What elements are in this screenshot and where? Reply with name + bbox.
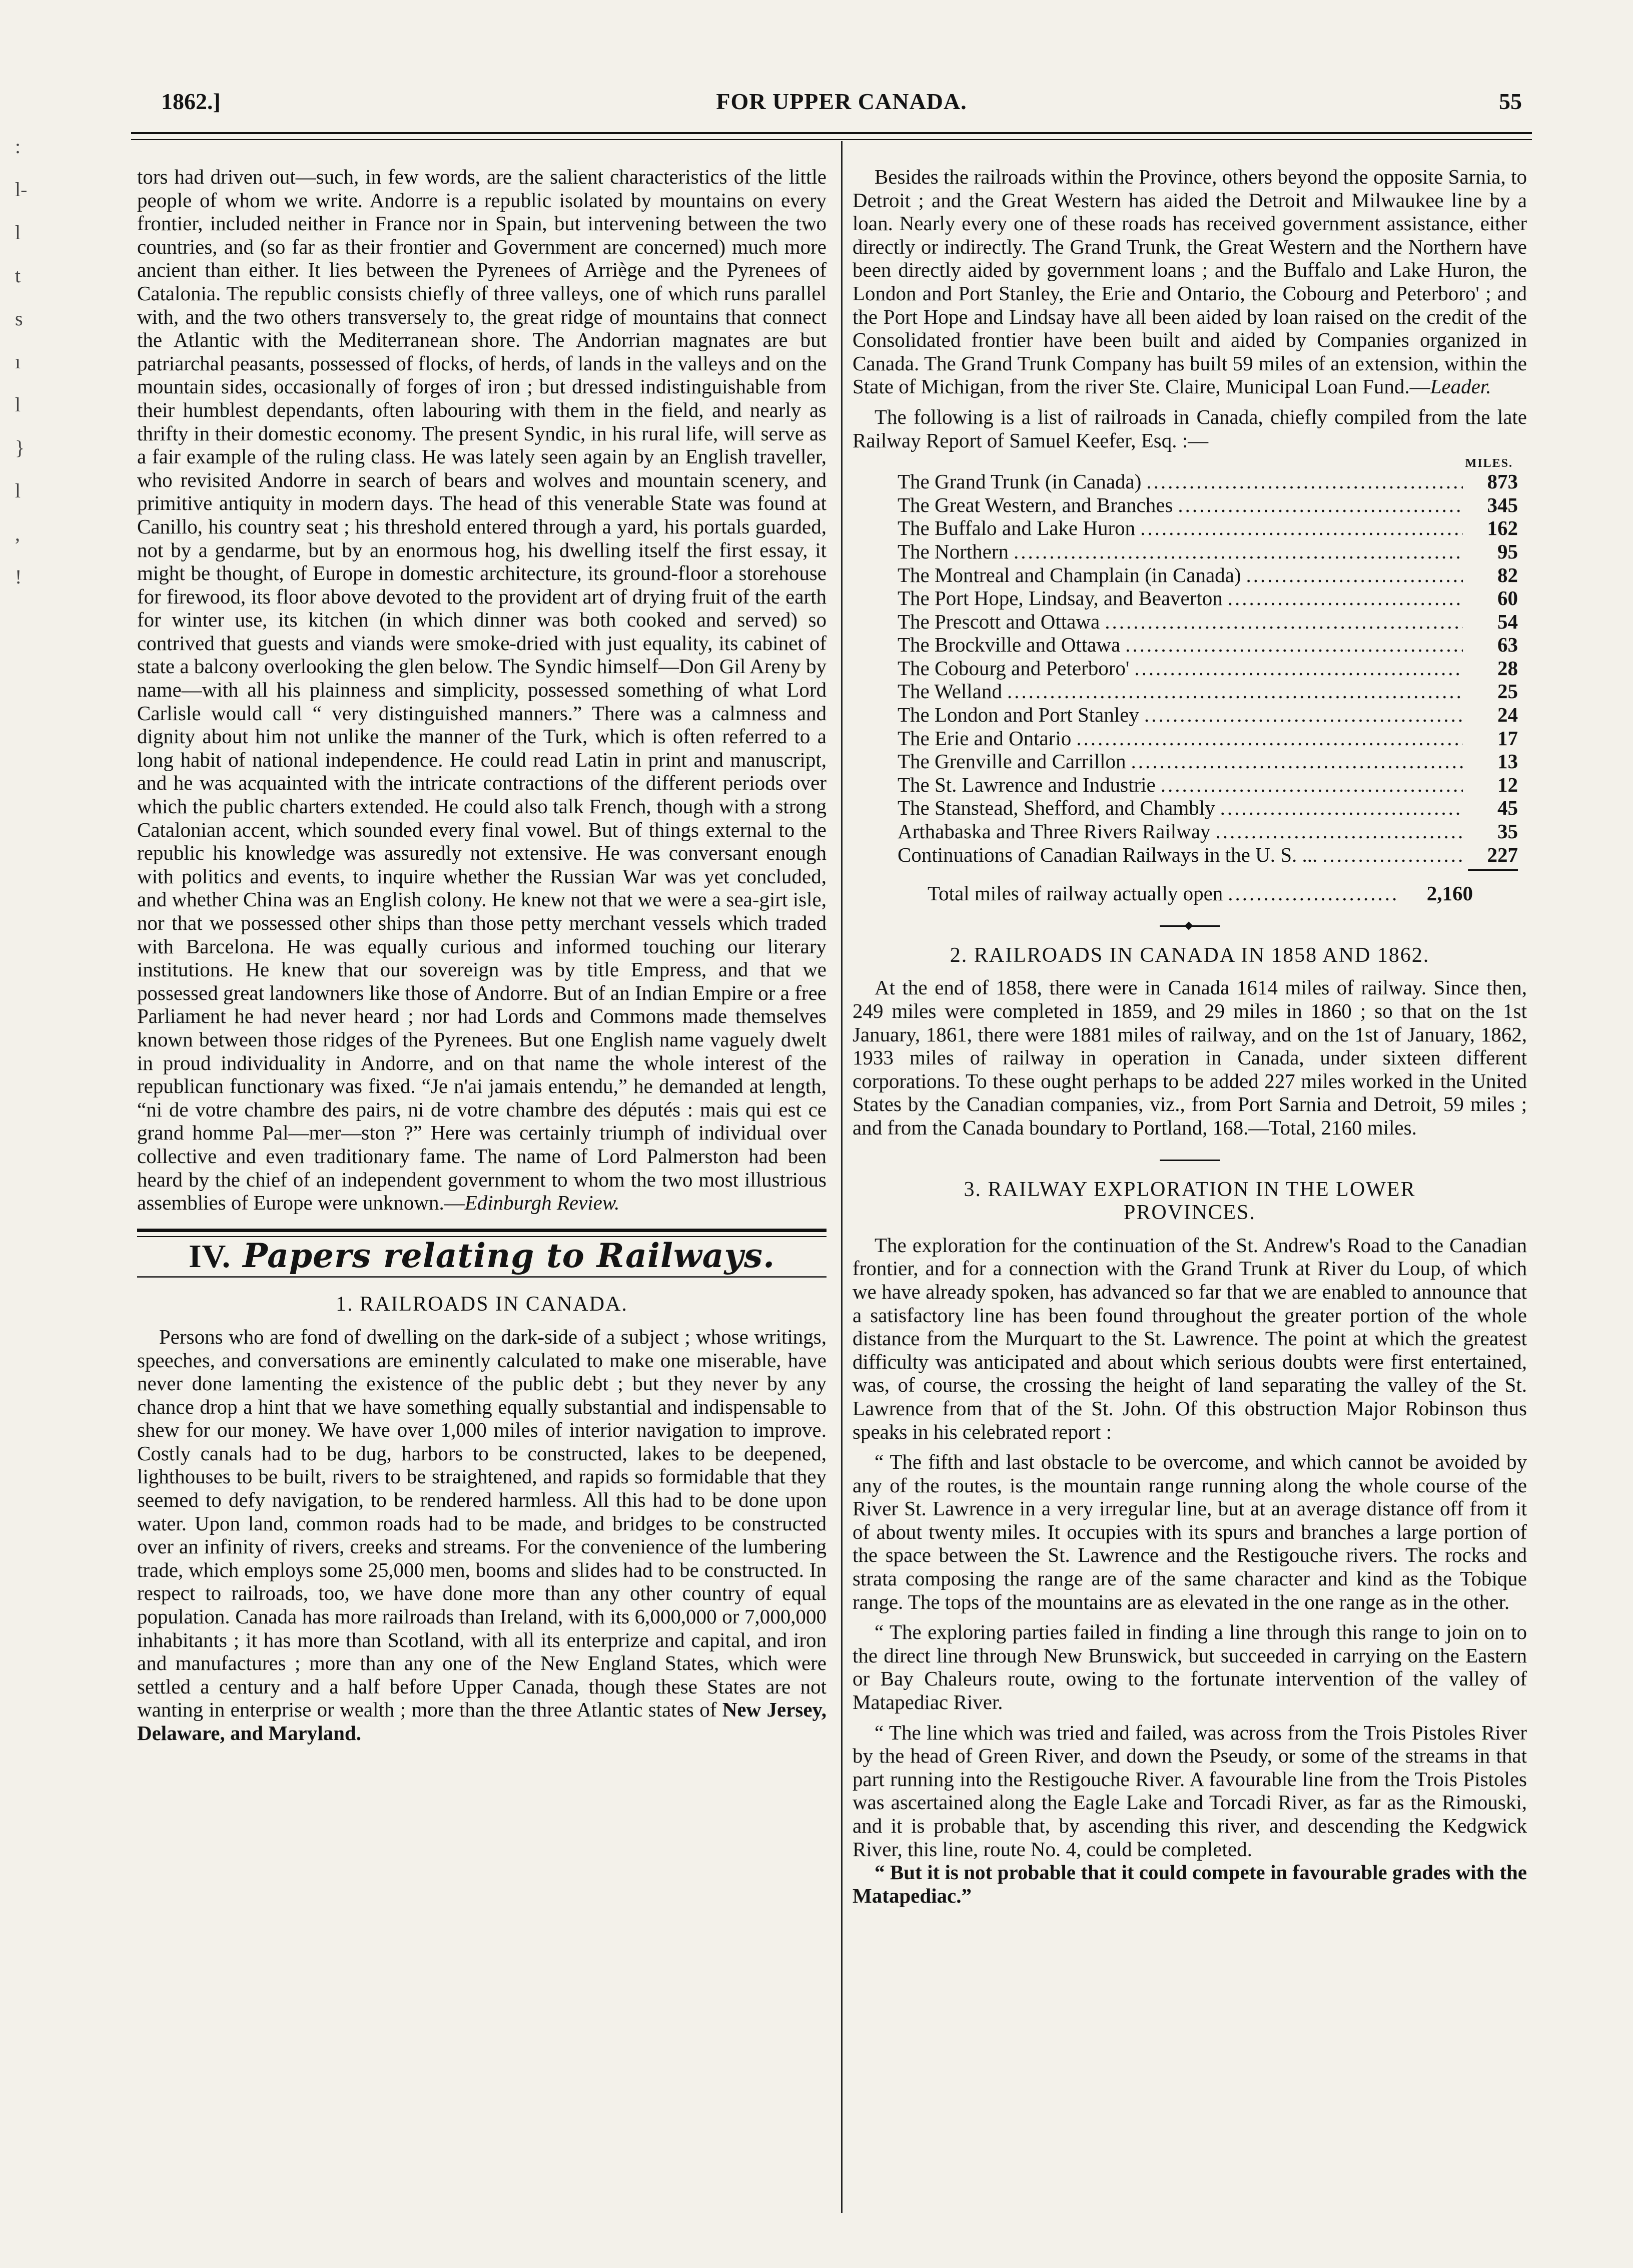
railway-row	[898, 703, 1518, 727]
railway-miles: 12	[1497, 773, 1518, 796]
right-column	[853, 165, 1527, 1907]
table-units: MILES.	[1465, 457, 1513, 470]
subhead-railroads-in-canada: 1. RAILROADS IN CANADA.	[336, 1293, 628, 1316]
left-column	[137, 165, 827, 1745]
railway-row	[898, 587, 1518, 610]
railway-miles: 35	[1497, 820, 1518, 843]
railroads-text-end: New Jersey, Delaware, and Maryland.	[137, 1698, 827, 1745]
railway-miles: 60	[1497, 587, 1518, 610]
header-year: 1862.]	[161, 89, 221, 114]
header-rule	[131, 132, 1532, 140]
leader-dots	[1246, 563, 1463, 587]
leader-dots	[1076, 727, 1463, 750]
quote-matapediac: “ But it is not probable that it could compete in favourable grades with the Matapediac.”	[853, 1861, 1527, 1907]
railway-row	[898, 493, 1518, 517]
header-title: FOR UPPER CANADA.	[716, 89, 967, 114]
andorre-paragraph	[137, 165, 827, 1215]
railway-name: Continuations of Canadian Railways in the U. S. ...	[898, 843, 1318, 866]
railway-row	[898, 727, 1518, 750]
subhead-exploration-line1: 3. RAILWAY EXPLORATION IN THE LOWER	[964, 1178, 1416, 1201]
besides-text: Besides the railroads within the Province, others beyond the opposite Sarnia, to Detroit ; and the Great Western has aided the Detroit and Milwaukee line by a loan. Nearly every one of these roads has received government assistance, either directly or indirectly. The Grand Trunk, the Great Western and the Northern have been directly aided by government loans ; and the Buffalo and Lake Huron, the London and Port Stanley, the Erie and Ontario, the Cobourg and Peterboro' ; and the Port Hope and Lindsay have all been aided by loan raised on the credit of the Consolidated frontier have been built and aided by Companies organized in Canada. The Grand Trunk Company has built 59 miles of an extension, within the State of Michigan, from the river Ste. Claire, Municipal Loan Fund.—	[853, 165, 1527, 398]
leader-dots	[1140, 516, 1463, 540]
railway-miles: 17	[1497, 726, 1518, 750]
railway-row	[898, 610, 1518, 634]
total-rule	[1468, 869, 1518, 871]
railway-row	[898, 516, 1518, 540]
quote-exploring-parties: “ The exploring parties failed in finding a line through this range to join on to the direct line through New Brunswick, but succeeded in carrying on the Eastern or Bay Chaleurs route, owing to the fortunate intervention of the valley of Matapediac River.	[853, 1620, 1527, 1714]
railway-name: The London and Port Stanley	[898, 703, 1139, 727]
leader-dots	[1105, 610, 1463, 634]
railway-miles: 95	[1497, 539, 1518, 563]
leader-dots	[1322, 843, 1463, 867]
running-header	[161, 83, 1522, 118]
railway-row	[898, 470, 1518, 493]
leader-dots	[1178, 493, 1463, 517]
section-heading	[137, 1236, 827, 1275]
quote-fifth-obstacle: “ The fifth and last obstacle to be overcome, and which cannot be avoided by any of the routes, is the mountain range running along the whole course of the River St. Lawrence in a very irregular line, but at an average distance off from it of about twenty miles. It occupies with its spurs and branches a large portion of the space between the St. Lawrence and the Restigouche rivers. The rocks and strata composing the range are of the same character and kind as the Tobique range. The tops of the mountains are as elevated in the one range as in the other.	[853, 1450, 1527, 1613]
column-divider	[841, 141, 843, 2213]
railway-miles: 13	[1497, 750, 1518, 773]
total-leader-dots	[1228, 882, 1398, 905]
railway-row	[898, 750, 1518, 773]
railway-name: The Buffalo and Lake Huron	[898, 516, 1136, 540]
railway-name: The Brockville and Ottawa	[898, 633, 1121, 657]
railway-name: The Northern	[898, 539, 1009, 563]
page-number: 55	[1499, 89, 1522, 114]
railway-row	[898, 843, 1518, 867]
margin-mark: l	[15, 393, 21, 416]
railway-name: The Prescott and Ottawa	[898, 610, 1100, 633]
section-separator-2	[1160, 1160, 1220, 1161]
margin-mark: l-	[15, 178, 28, 201]
railway-rows	[898, 470, 1518, 866]
section-banner	[137, 1229, 827, 1278]
margin-mark: s	[15, 307, 23, 330]
railway-miles: 24	[1497, 703, 1518, 727]
railway-total-row	[928, 882, 1473, 905]
railway-miles: 25	[1497, 680, 1518, 703]
andorre-source: Edinburgh Review.	[464, 1191, 620, 1215]
leader-dots	[1161, 773, 1463, 797]
margin-mark: l	[15, 221, 21, 244]
railway-name: The Grenville and Carrillon	[898, 750, 1126, 773]
railway-miles: 63	[1497, 633, 1518, 657]
leader-dots	[1144, 703, 1463, 727]
leader-dots	[1014, 540, 1463, 563]
railway-row	[898, 633, 1518, 657]
railroads-text: Persons who are fond of dwelling on the dark-side of a subject ; whose writings, speeches, and conversations are eminently calculated to make one miserable, have never done lamenting the existence of the public debt ; but they never by any chance drop a hint that we have something equally substantial and indispensable to shew for our money. We have over 1,000 miles of interior navigation to improve. Costly canals had to be dug, harbors to be constructed, lakes to be deepened, lighthouses to be built, rivers to be straightened, and rapids so formidable that they seemed to defy navigation, to be rendered harmless. All this had to be done upon water. Upon land, common roads had to be made, and bridges to be constructed over an infinity of rivers, creeks and streams. For the convenience of the lumbering trade, which employs some 25,000 men, booms and slides had to be constructed. In respect to railroads, too, we have done more than any other country of equal population. Canada has more railroads than Ireland, with its 6,000,000 or 7,000,000 inhabitants ; it has more than Scotland, with all its enterprize and capital, and iron and manufactures ; more than any one of the New England States, which were settled a century and a half before Upper Canada, though these States are not wanting in enterprise or wealth ; more than the three Atlantic states of	[137, 1325, 827, 1722]
margin-mark: :	[15, 135, 21, 158]
railway-1858-paragraph: At the end of 1858, there were in Canada 1614 miles of railway. Since then, 249 miles were completed in 1859, and 29 miles in 1860 ; so that on the 1st January, 1861, there were 1881 miles of railway, and on the 1st of January, 1862, 1933 miles of railway in operation in Canada, under sixteen different corporations. To these ought perhaps to be added 227 miles worked in the United States by the Canadian companies, viz., from Port Sarnia and Detroit, 59 miles ; and from the Canada boundary to Portland, 168.—Total, 2160 miles.	[853, 976, 1527, 1139]
railway-table	[898, 457, 1518, 871]
railway-miles: 162	[1487, 516, 1518, 540]
railway-miles: 345	[1487, 493, 1518, 516]
railway-miles: 28	[1497, 656, 1518, 680]
besides-paragraph	[853, 165, 1527, 398]
section-separator	[1160, 925, 1220, 927]
railway-row	[898, 680, 1518, 703]
section-title: Papers relating to Railways.	[243, 1236, 775, 1275]
margin-mark: !	[15, 565, 22, 588]
leader-dots	[1146, 470, 1463, 493]
margin-mark: ı	[15, 350, 21, 373]
railway-miles: 82	[1497, 563, 1518, 587]
railway-row	[898, 563, 1518, 587]
railway-name: The Welland	[898, 680, 1002, 703]
railway-row	[898, 820, 1518, 843]
banner-underline	[137, 1271, 827, 1278]
railway-miles: 54	[1497, 610, 1518, 633]
railway-name: The Great Western, and Branches	[898, 493, 1173, 516]
railway-name: The Port Hope, Lindsay, and Beaverton	[898, 587, 1223, 610]
leader-dots	[1007, 680, 1463, 703]
andorre-text: tors had driven out—such, in few words, are the salient characteristics of the little people of whom we write. Andorre is a republic isolated by mountains on every frontier, included neither in France nor in Spain, but intervening between the two countries, and (so far as their frontier and Government are concerned) much more ancient than either. It lies between the Pyrenees of Arriège and the Pyrenees of Catalonia. The republic consists chiefly of three valleys, one of which runs parallel with, and the two others transversely to, the great ridge of mountains that connect the Atlantic with the Mediterranean shore. The Andorrian magnates are but patriarchal peasants, possessed of flocks, of herds, of lands in the valleys and on the mountain sides, occasionally of forges of iron ; but dressed indistinguishable from their humblest dependants, often labouring with them in the field, and nearly as thrifty in their domestic economy. The present Syndic, in his rural life, will serve as a fair example of the ruling class. He was lately seen again by an English traveller, who revisited Andorre in search of bears and wolves and mountain scenery, and primitive antiquity in modern days. The head of this venerable State was found at Canillo, his country seat ; his threshold entered through a yard, his portals guarded, not by a gendarme, but by an enormous hog, his dwelling itself the first essay, it might be thought, of Europe in domestic architecture, its ground-floor a storehouse for firewood, its floor above devoted to the provident art of drying fruit of the earth for winter use, its kitchen (in which dinner was both cooked and served) so contrived that guests and viands were smoke-dried with just equality, its cabinet of state a balcony overlooking the glen below. The Syndic himself—Don Gil Areny by name—with all his plainness and simplicity, possessed something of what Lord Carlisle would call “ very distinguished manners.” There was a calmness and dignity about him not unlike the manner of the Turk, which is often referred to a long habit of national independence. He could read Latin in print and manuscript, and he was acquainted with the intricate contractions of the different periods over which the public charters extended. He could also talk French, though with a strong Catalonian accent, which sounded every final vowel. But of things external to the republic his knowledge was assuredly not extensive. He was conversant enough with politics and events, to inquire whether the Russian War was yet concluded, and whether China was an English colony. He knew not that we were a sea-girt isle, nor that we possessed other ships than those petty merchant vessels which traded with Barcelona. He was equally curious and informed touching our literary institutions. He knew that our sovereign was by title Empress, and that we possessed great landowners like those of Andorre. But of an Indian Empire or a free Parliament he had never heard ; nor had Lords and Commons made themselves known between those ridges of the Pyrenees. But one English name vaguely dwelt in proud individuality in Andorre, and on that name the whole interest of the republican functionary was fixed. “Je n'ai jamais entendu,” he demanded at length, “ni de votre chambre des pairs, ni de votre chambre des députés : mais qui est ce grand homme Pal—mer—ston ?” Here was certainly triumph of individual over collective and even traditionary fame. The name of Lord Palmerston had been heard by the chief of an independent government to whom the two most illustrious assemblies of Europe were unknown.—	[137, 165, 827, 1215]
railroads-paragraph	[137, 1325, 827, 1745]
margin-mark: l	[15, 479, 21, 502]
leader-dots	[1228, 587, 1463, 610]
margin-marks	[15, 125, 40, 599]
list-intro-paragraph: The following is a list of railroads in Canada, chiefly compiled from the late Railway Report of Samuel Keefer, Esq. :—	[853, 405, 1527, 452]
railway-row	[898, 773, 1518, 797]
railway-name: The Cobourg and Peterboro'	[898, 656, 1130, 680]
leader-dots	[1131, 750, 1463, 773]
section-number: IV.	[188, 1238, 231, 1275]
leader-dots	[1220, 796, 1463, 820]
railway-name: The Stanstead, Shefford, and Chambly	[898, 796, 1215, 820]
total-miles: 2,160	[1426, 882, 1473, 905]
total-label: Total miles of railway actually open	[928, 882, 1223, 905]
subhead-exploration-line2: PROVINCES.	[1124, 1201, 1256, 1225]
margin-mark: ,	[15, 522, 20, 545]
leader-dots	[1215, 820, 1463, 843]
railway-miles: 227	[1487, 843, 1518, 866]
railway-name: The Erie and Ontario	[898, 726, 1072, 750]
besides-source: Leader.	[1430, 375, 1491, 398]
railway-row	[898, 796, 1518, 820]
railway-name: The Grand Trunk (in Canada)	[898, 470, 1142, 493]
quote-line-tried: “ The line which was tried and failed, was across from the Trois Pistoles River by the head of Green River, and down the Pseudy, or some of the streams in that part running into the Restigouche River. A favourable line from the Trois Pistoles was ascertained along the Eagle Lake and Torcadi River, as far as the Rimouski, and it is probable that, by ascending this river, and descending the Kedgwick River, this line, route No. 4, could be completed.	[853, 1721, 1527, 1861]
railway-name: The Montreal and Champlain (in Canada)	[898, 563, 1241, 587]
margin-mark: t	[15, 264, 21, 287]
railway-row	[898, 540, 1518, 563]
leader-dots	[1134, 657, 1463, 680]
railway-miles: 873	[1487, 470, 1518, 493]
railway-name: Arthabaska and Three Rivers Railway	[898, 820, 1211, 843]
margin-mark: }	[15, 436, 25, 459]
railway-name: The St. Lawrence and Industrie	[898, 773, 1156, 796]
railway-row	[898, 657, 1518, 680]
subhead-1858-1862: 2. RAILROADS IN CANADA IN 1858 AND 1862.	[950, 943, 1430, 967]
railway-miles: 45	[1497, 796, 1518, 820]
exploration-paragraph: The exploration for the continuation of the St. Andrew's Road to the Canadian frontier, and for a connection with the Grand Trunk at River du Loup, of which we have already spoken, has advanced so far that we are enabled to announce that a satisfactory line has been found throughout the greater portion of the whole distance from the Murquart to the St. Lawrence. The point at which the greatest difficulty was anticipated and about which serious doubts were first entertained, was, of course, the crossing the height of land separating the valley of the St. Lawrence from that of the St. John. Of this obstruction Major Robinson thus speaks in his celebrated report :	[853, 1233, 1527, 1443]
leader-dots	[1125, 633, 1463, 657]
